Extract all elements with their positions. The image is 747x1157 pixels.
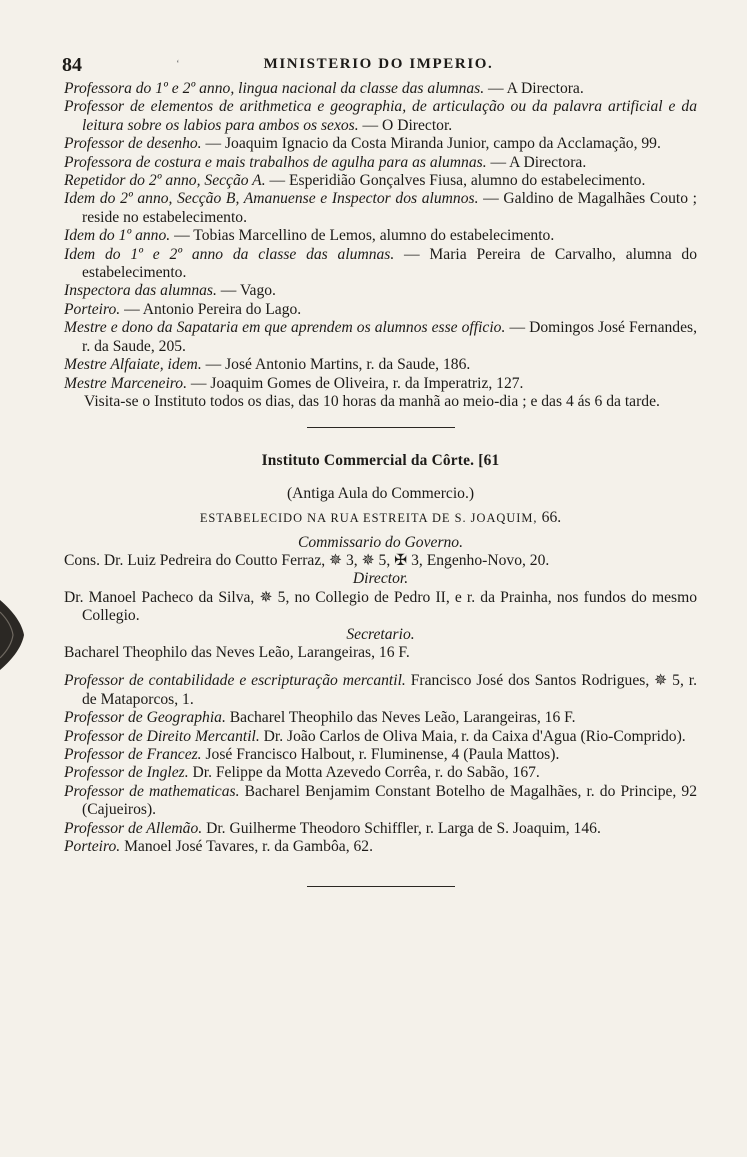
entry-text: Francisco José dos Santos Rodrigues, ✵ 5, r. de Mataporcos, 1. xyxy=(82,672,697,708)
secretario-entry: Bacharel Theophilo das Neves Leão, Larangeiras, 16 F. xyxy=(64,643,410,661)
entry-role: Professor de Direito Mercantil. xyxy=(64,727,260,745)
address-number: 66. xyxy=(541,509,562,527)
staff-entry xyxy=(64,172,697,190)
entry-text: — Domingos José Fernandes, r. da Saude, 205. xyxy=(82,319,697,355)
staff-entry xyxy=(64,227,697,245)
entry-text: — José Antonio Martins, r. da Saude, 186. xyxy=(201,356,471,374)
staff-entry xyxy=(64,764,697,782)
stray-mark: ‘ xyxy=(176,58,180,70)
staff-entry xyxy=(64,746,697,764)
staff-entry xyxy=(64,282,697,300)
staff-entry xyxy=(64,672,697,709)
entry-role: Professor de contabilidade e escripturação mercantil. xyxy=(64,672,406,690)
secretario-heading: Secretario. xyxy=(346,625,415,643)
entry-text: — Joaquim Gomes de Oliveira, r. da Imperatriz, 127. xyxy=(186,374,524,392)
commissario-heading: Commissario do Governo. xyxy=(297,533,464,551)
entry-role: Mestre e dono da Sapataria em que aprendem os alumnos esse officio. xyxy=(64,319,506,337)
staff-entry xyxy=(64,301,697,319)
staff-entry xyxy=(64,709,697,727)
address-text: ESTABELECIDO NA RUA ESTREITA DE S. JOAQUIM, xyxy=(199,511,538,526)
entry-role: Professor de Inglez. xyxy=(64,764,189,782)
entry-role: Mestre Marceneiro. xyxy=(64,374,187,392)
entry-text: Bacharel Theophilo das Neves Leão, Larangeiras, 16 F. xyxy=(225,709,576,727)
staff-entry xyxy=(64,820,697,838)
entry-role: Professor de mathematicas. xyxy=(64,782,240,800)
section-title: Instituto Commercial da Côrte. [61 xyxy=(261,452,500,470)
staff-entry xyxy=(64,728,697,746)
entry-text: — Antonio Pereira do Lago. xyxy=(120,300,302,318)
entry-text: Dr. João Carlos de Oliva Maia, r. da Caixa d'Agua (Rio-Comprido). xyxy=(259,727,686,745)
staff-entry xyxy=(64,319,697,356)
entry-role: Porteiro. xyxy=(64,300,121,318)
staff-entry xyxy=(64,356,697,374)
entry-text: Dr. Felippe da Motta Azevedo Corrêa, r. do Sabão, 167. xyxy=(188,764,540,782)
section-address xyxy=(64,509,697,527)
entry-text: — Tobias Marcellino de Lemos, alumno do estabelecimento. xyxy=(170,227,555,245)
staff-entry xyxy=(64,98,697,135)
entry-role: Repetidor do 2º anno, Secção A. xyxy=(64,172,266,190)
director-heading: Director. xyxy=(352,570,409,588)
section-divider xyxy=(307,427,455,428)
entry-role: Inspectora das alumnas. xyxy=(64,282,217,300)
entry-text: — A Directora. xyxy=(484,80,584,97)
commissario-entry: Cons. Dr. Luiz Pedreira do Coutto Ferraz, ✵ 3, ✵ 5, ✠ 3, Engenho-Novo, 20. xyxy=(64,551,550,569)
entry-text: José Francisco Halbout, r. Fluminense, 4 (Paula Mattos). xyxy=(201,746,560,763)
spacer xyxy=(64,662,697,672)
entry-role: Professor de Francez. xyxy=(64,746,202,763)
entry-text: — Vago. xyxy=(216,282,276,300)
entry-text: Manoel José Tavares, r. da Gambôa, 62. xyxy=(120,838,373,856)
staff-entry xyxy=(64,154,697,172)
entry-text: — Maria Pereira de Carvalho, alumna do estabelecimento. xyxy=(82,245,697,282)
entry-text: — Joaquim Ignacio da Costa Miranda Junior, campo da Acclamação, 99. xyxy=(201,135,661,153)
visiting-hours-note: Visita-se o Instituto todos os dias, das 10 horas da manhã ao meio-dia ; e das 4 ás 6 da tarde. xyxy=(84,392,660,410)
entry-role: Porteiro. xyxy=(64,838,121,856)
entry-role: Professor de elementos de arithmetica e geographia, de articulação ou da palavra artificial e da leitura sobre os labios para ambos os sexos. xyxy=(64,98,697,134)
staff-list-top xyxy=(64,80,697,411)
instituto-commercial-section xyxy=(64,452,697,856)
staff-entry xyxy=(64,375,697,393)
entry-role: Professora de costura e mais trabalhos de agulha para as alumnas. xyxy=(64,153,487,171)
entry-role: Idem do 1º e 2º anno da classe das alumnas. xyxy=(64,245,395,263)
entry-role: Mestre Alfaiate, idem. xyxy=(64,356,202,374)
entry-role: Professor de desenho. xyxy=(64,135,202,153)
entry-text: Dr. Guilherme Theodoro Schiffler, r. Larga de S. Joaquim, 146. xyxy=(202,819,601,837)
entry-text: — Esperidião Gonçalves Fiusa, alumno do estabelecimento. xyxy=(265,172,646,190)
binding-edge-mark xyxy=(0,590,28,680)
staff-entry xyxy=(64,246,697,283)
section-subtitle: (Antiga Aula do Commercio.) xyxy=(286,484,475,502)
entry-text: — A Directora. xyxy=(486,153,587,171)
entry-text: — O Director. xyxy=(358,116,453,134)
entry-text: — Galdino de Magalhães Couto ; reside no estabelecimento. xyxy=(82,190,697,226)
entry-role: Professor de Geographia. xyxy=(64,709,226,727)
end-divider xyxy=(307,886,455,887)
page-body xyxy=(64,80,697,911)
running-title: MINISTERIO DO IMPERIO. xyxy=(263,56,494,72)
entry-role: Idem do 2º anno, Secção B, Amanuense e Inspector dos alumnos. xyxy=(64,190,479,208)
staff-entry xyxy=(64,190,697,227)
staff-entry xyxy=(64,783,697,820)
page-header xyxy=(62,54,695,80)
staff-entry xyxy=(64,135,697,153)
entry-role: Professor de Allemão. xyxy=(64,819,203,837)
entry-text: Bacharel Benjamim Constant Botelho de Magalhães, r. do Principe, 92 (Cajueiros). xyxy=(82,782,697,819)
page-number: 84 xyxy=(62,54,82,76)
entry-role: Idem do 1º anno. xyxy=(64,227,171,245)
staff-entry xyxy=(64,838,697,856)
staff-entry xyxy=(64,80,697,98)
entry-role: Professora do 1º e 2º anno, lingua nacional da classe das alumnas. xyxy=(64,80,485,97)
director-entry: Dr. Manoel Pacheco da Silva, ✵ 5, no Collegio de Pedro II, e r. da Prainha, nos fundos do mesmo Collegio. xyxy=(64,588,697,625)
